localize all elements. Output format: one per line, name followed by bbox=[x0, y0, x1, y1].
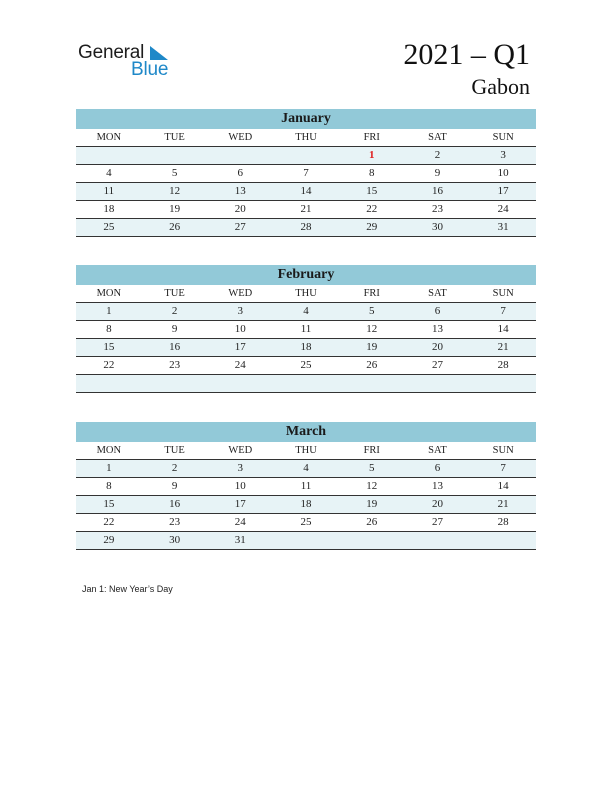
day-cell: 10 bbox=[497, 167, 509, 179]
empty-day-cell bbox=[470, 375, 536, 392]
day-cell: 14 bbox=[497, 323, 509, 335]
weekday-header-row bbox=[76, 442, 536, 460]
empty-day-cell bbox=[273, 147, 339, 164]
weekday-label: SAT bbox=[428, 288, 447, 299]
day-cell: 9 bbox=[434, 167, 441, 179]
day-cell: 19 bbox=[366, 498, 378, 510]
weekday-label: SUN bbox=[492, 288, 514, 299]
day-cell: 21 bbox=[300, 203, 312, 215]
weekday-label: SAT bbox=[428, 132, 447, 143]
day-cell: 27 bbox=[234, 221, 246, 233]
day-cell: 21 bbox=[497, 341, 509, 353]
weekday-label: SUN bbox=[492, 445, 514, 456]
day-cell: 8 bbox=[106, 323, 112, 335]
day-cell: 6 bbox=[434, 305, 441, 317]
month-name: February bbox=[76, 265, 536, 285]
week-row bbox=[76, 303, 536, 321]
day-cell: 4 bbox=[303, 462, 309, 474]
week-row bbox=[76, 165, 536, 183]
page-title: 2021 – Q1 bbox=[403, 38, 530, 71]
day-cell: 19 bbox=[366, 341, 378, 353]
logo-general-text: General bbox=[78, 42, 145, 63]
day-cell: 5 bbox=[368, 305, 375, 317]
day-cell: 30 bbox=[169, 534, 181, 546]
empty-day-cell bbox=[339, 375, 405, 392]
day-cell: 24 bbox=[234, 516, 246, 528]
day-cell: 3 bbox=[500, 149, 506, 161]
weekday-header-row bbox=[76, 285, 536, 303]
day-cell: 28 bbox=[497, 516, 509, 528]
weekday-label: THU bbox=[295, 288, 317, 299]
day-cell: 23 bbox=[431, 203, 443, 215]
day-cell: 4 bbox=[106, 167, 112, 179]
week-row bbox=[76, 375, 536, 393]
empty-day-cell bbox=[142, 375, 208, 392]
day-cell: 25 bbox=[300, 359, 312, 371]
weekday-label: MON bbox=[96, 445, 122, 456]
week-row bbox=[76, 147, 536, 165]
day-cell: 25 bbox=[103, 221, 115, 233]
empty-day-cell bbox=[207, 147, 273, 164]
day-cell: 22 bbox=[366, 203, 378, 215]
empty-day-cell bbox=[273, 375, 339, 392]
weekday-label: WED bbox=[228, 132, 253, 143]
day-cell: 26 bbox=[366, 516, 378, 528]
day-cell: 22 bbox=[103, 516, 115, 528]
empty-day-cell bbox=[76, 147, 142, 164]
country-name: Gabon bbox=[471, 74, 530, 99]
week-row bbox=[76, 219, 536, 237]
day-cell: 7 bbox=[303, 167, 309, 179]
empty-day-cell bbox=[339, 532, 405, 549]
day-cell: 9 bbox=[171, 480, 178, 492]
day-cell: 11 bbox=[300, 480, 312, 492]
day-cell: 22 bbox=[103, 359, 115, 371]
weekday-label: TUE bbox=[164, 445, 185, 456]
day-cell: 17 bbox=[234, 341, 246, 353]
day-cell: 18 bbox=[103, 203, 115, 215]
day-cell: 25 bbox=[300, 516, 312, 528]
day-cell: 8 bbox=[368, 167, 375, 179]
day-cell: 31 bbox=[234, 534, 246, 546]
day-cell: 1 bbox=[106, 305, 112, 317]
weekday-label: SUN bbox=[492, 132, 514, 143]
day-cell: 6 bbox=[434, 462, 441, 474]
weekday-label: FRI bbox=[363, 445, 380, 456]
day-cell: 12 bbox=[169, 185, 181, 197]
day-cell: 15 bbox=[366, 185, 378, 197]
day-cell: 1 bbox=[106, 462, 112, 474]
day-cell: 26 bbox=[169, 221, 181, 233]
week-row bbox=[76, 183, 536, 201]
empty-day-cell bbox=[76, 375, 142, 392]
week-row bbox=[76, 514, 536, 532]
day-cell: 18 bbox=[300, 341, 312, 353]
day-cell: 13 bbox=[431, 480, 443, 492]
week-row bbox=[76, 478, 536, 496]
day-cell: 29 bbox=[366, 221, 378, 233]
generalblue-logo bbox=[78, 42, 178, 82]
day-cell: 15 bbox=[103, 341, 115, 353]
week-row bbox=[76, 460, 536, 478]
day-cell: 12 bbox=[366, 480, 378, 492]
day-cell: 30 bbox=[431, 221, 443, 233]
weekday-label: SAT bbox=[428, 445, 447, 456]
empty-day-cell bbox=[207, 375, 273, 392]
weekday-header-row bbox=[76, 129, 536, 147]
day-cell: 23 bbox=[169, 516, 181, 528]
day-cell: 4 bbox=[303, 305, 309, 317]
empty-day-cell bbox=[142, 147, 208, 164]
day-cell: 26 bbox=[366, 359, 378, 371]
day-cell: 17 bbox=[497, 185, 509, 197]
day-cell: 20 bbox=[431, 341, 443, 353]
week-row bbox=[76, 339, 536, 357]
day-cell: 10 bbox=[234, 480, 246, 492]
empty-day-cell bbox=[273, 532, 339, 549]
day-cell: 28 bbox=[497, 359, 509, 371]
empty-day-cell bbox=[405, 532, 471, 549]
weekday-label: WED bbox=[228, 445, 253, 456]
logo-blue-text: Blue bbox=[131, 59, 169, 80]
month-march bbox=[76, 422, 536, 550]
day-cell: 6 bbox=[237, 167, 244, 179]
week-row bbox=[76, 357, 536, 375]
day-cell: 14 bbox=[497, 480, 509, 492]
day-cell: 3 bbox=[237, 462, 244, 474]
day-cell: 9 bbox=[171, 323, 178, 335]
day-cell: 19 bbox=[169, 203, 181, 215]
day-cell: 2 bbox=[171, 305, 178, 317]
day-cell: 20 bbox=[431, 498, 443, 510]
week-row bbox=[76, 532, 536, 550]
weekday-label: THU bbox=[295, 132, 317, 143]
holiday-day-cell: 1 bbox=[368, 149, 375, 161]
day-cell: 27 bbox=[431, 516, 443, 528]
month-name: March bbox=[76, 422, 536, 442]
weekday-label: TUE bbox=[164, 132, 185, 143]
day-cell: 28 bbox=[300, 221, 312, 233]
day-cell: 17 bbox=[234, 498, 246, 510]
day-cell: 16 bbox=[169, 498, 181, 510]
day-cell: 20 bbox=[234, 203, 246, 215]
day-cell: 23 bbox=[169, 359, 181, 371]
day-cell: 12 bbox=[366, 323, 378, 335]
empty-day-cell bbox=[470, 532, 536, 549]
day-cell: 8 bbox=[106, 480, 112, 492]
day-cell: 31 bbox=[497, 221, 509, 233]
day-cell: 13 bbox=[234, 185, 246, 197]
day-cell: 2 bbox=[434, 149, 441, 161]
week-row bbox=[76, 201, 536, 219]
holiday-note: Jan 1: New Year’s Day bbox=[82, 584, 173, 594]
day-cell: 11 bbox=[300, 323, 312, 335]
month-january bbox=[76, 109, 536, 237]
day-cell: 24 bbox=[234, 359, 246, 371]
day-cell: 24 bbox=[497, 203, 509, 215]
day-cell: 2 bbox=[171, 462, 178, 474]
day-cell: 10 bbox=[234, 323, 246, 335]
weekday-label: WED bbox=[228, 288, 253, 299]
day-cell: 13 bbox=[431, 323, 443, 335]
weekday-label: THU bbox=[295, 445, 317, 456]
week-row bbox=[76, 496, 536, 514]
week-row bbox=[76, 321, 536, 339]
day-cell: 7 bbox=[500, 462, 506, 474]
day-cell: 18 bbox=[300, 498, 312, 510]
day-cell: 5 bbox=[171, 167, 178, 179]
weekday-label: TUE bbox=[164, 288, 185, 299]
day-cell: 11 bbox=[103, 185, 115, 197]
day-cell: 7 bbox=[500, 305, 506, 317]
day-cell: 15 bbox=[103, 498, 115, 510]
weekday-label: FRI bbox=[363, 288, 380, 299]
day-cell: 5 bbox=[368, 462, 375, 474]
month-name: January bbox=[76, 109, 536, 129]
day-cell: 27 bbox=[431, 359, 443, 371]
day-cell: 16 bbox=[169, 341, 181, 353]
weekday-label: FRI bbox=[363, 132, 380, 143]
day-cell: 21 bbox=[497, 498, 509, 510]
day-cell: 3 bbox=[237, 305, 244, 317]
day-cell: 16 bbox=[431, 185, 443, 197]
day-cell: 14 bbox=[300, 185, 312, 197]
empty-day-cell bbox=[405, 375, 471, 392]
weekday-label: MON bbox=[96, 132, 122, 143]
weekday-label: MON bbox=[96, 288, 122, 299]
month-february bbox=[76, 265, 536, 393]
day-cell: 29 bbox=[103, 534, 115, 546]
